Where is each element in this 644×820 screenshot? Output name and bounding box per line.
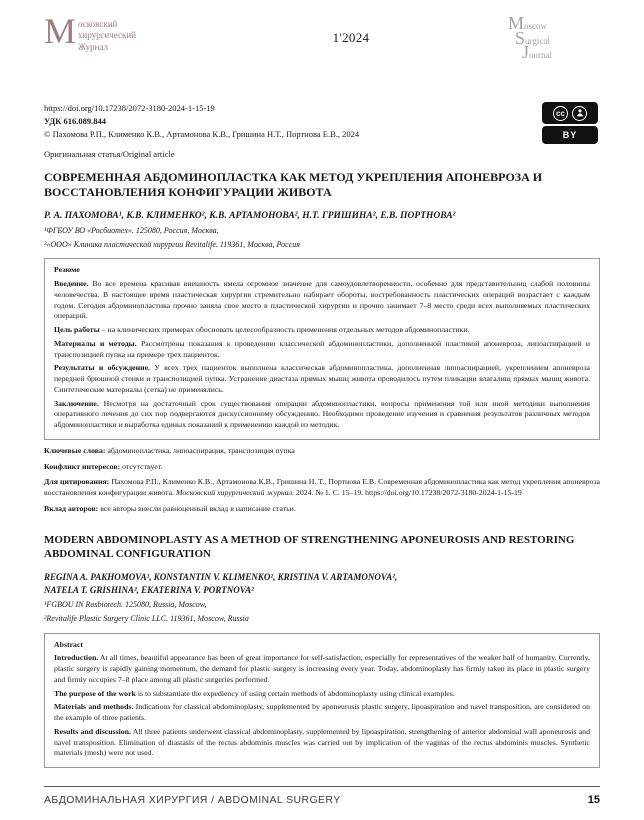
logo-line: Journal <box>522 42 553 63</box>
abstract-paragraph: Materials and methods. Indications for classical abdominoplasty, supplemented by aponeurosis plastic surgery, lipoaspiration and navel transposition, are considered on the example of three patients. <box>54 702 590 723</box>
citation-line: Для цитирования: Пахомова Р.П., Клименко К.В., Артамонова К.В., Гришина Н. Т., Портнова Е.В. Современная абдоминопластика как метод укрепления апоневроза восстановления конфигурации живота. Московский хирургический журнал. 2024. № 1. С. 15–19. https://doi.org/10.17238/2072-3180-2024-1-15-19 <box>44 477 600 498</box>
article-title-ru: СОВРЕМЕННАЯ АБДОМИНОПЛАСТКА КАК МЕТОД УКРЕПЛЕНИЯ АПОНЕВРОЗА И ВОССТАНОВЛЕНИЯ КОНФИГУРАЦИИ ЖИВОТА <box>44 169 543 200</box>
logo-initial: М <box>44 11 77 51</box>
doi-link[interactable]: https://doi.org/10.17238/2072-3180-2024-1-15-19 <box>44 103 215 113</box>
journal-logo-english <box>508 13 600 63</box>
copyright-line: © Пахомова Р.П., Клименко К.В., Артамонова К.В., Гришина Н.Т., Портнова Е.В., 2024 <box>44 129 360 140</box>
keywords-line: Ключевые слова: абдоминопластика, липоаспирация, транспозиция пупка <box>44 445 295 455</box>
logo-line: Moscow <box>508 13 548 33</box>
authors-en: REGINA A. PAKHOMOVA¹, KONSTANTIN V. KLIMENKO², KRISTINA V. ARTAMONOVA², NATELA T. GRISHINA², EKATERINA V. PORTNOVA² <box>44 572 398 596</box>
udk-code: УДК 616.089.844 <box>44 116 107 127</box>
issue-number: 1'2024 <box>332 30 370 45</box>
abstract-paragraph: Цель работы – на клинических примерах обосновать целесообразность применения отдельных методов абдоминопластики. <box>54 325 470 335</box>
by-license-badge[interactable] <box>542 126 598 144</box>
abstract-label-en: Abstract <box>54 639 84 649</box>
article-notes <box>44 446 600 520</box>
page-number: 15 <box>587 794 600 806</box>
cc-icon: cc <box>553 106 568 121</box>
abstract-box-ru <box>44 258 600 440</box>
cc-license-badge[interactable] <box>542 102 598 124</box>
affiliation-en-1: ¹FGBOU IN Rosbiotech. 125080, Russia, Moscow, <box>44 600 207 610</box>
abstract-paragraph: Результаты и обсуждение. У всех трех пациенток выполнена классическая абдоминопластика, дополненная липоаспирацией, укреплением апоневроза передней брюшной стенки и транспозицией пупка. Устранение диастаза прямых мышц живота проводилось путем пликации влагалищ прямых мышц живота. Синтетические материалы (сетка) не применялись. <box>54 363 591 394</box>
affiliation-ru-2: ²«ООО» Клиника пластической хирургии Revitalife. 119361, Москва, Россия <box>44 239 300 249</box>
affiliation-ru-1: ¹ФГБОУ ВО «Росбиотех». 125080, Россия, Москва, <box>44 226 219 236</box>
abstract-box-en <box>44 633 600 769</box>
abstract-paragraph: Материалы и методы. Рассмотрены показания к проведению классической абдоминопластики, дополненной пластикой апоневроза, липоаспирацией и транспозицией пупка на примере трех пациенток. <box>54 338 591 359</box>
abstract-paragraph: Введение. Во все времена красивая внешность имела огромное значение для самоудовлетворенности, особенно для представительниц слабой половины человечества. В настоящее время пластическая хирургия стремительно набирает обороты, востребованность пластических операций возрастает с каждым годом. Сегодня абдоминопластика прочно заняла свое место в пластической хирургии и прочно занимает 7–8 место среди всех выполняемых пластических операций. <box>54 279 590 321</box>
running-head: АБДОМИНАЛЬНАЯ ХИРУРГИЯ / ABDOMINAL SURGERY <box>44 794 341 806</box>
abstract-label-ru: Резюме <box>54 265 80 275</box>
license-badges <box>542 102 598 144</box>
journal-logo-russian <box>44 11 194 53</box>
conflict-line: Конфликт интересов: отсутствует. <box>44 461 163 471</box>
logo-line: хирургический <box>78 30 136 41</box>
authors-ru: Р. А. ПАХОМОВА¹, К.В. КЛИМЕНКО², К.В. АРТАМОНОВА², Н.Т. ГРИШИНА², Е.В. ПОРТНОВА² <box>44 210 456 221</box>
article-type: Оригинальная статья/Original article <box>44 148 175 159</box>
by-label: BY <box>562 130 578 140</box>
article-meta <box>44 102 600 161</box>
page-header <box>44 11 600 78</box>
affiliation-en-2: ²Revitalife Plastic Surgery Clinic LLC. 119361, Moscow, Russia <box>44 613 249 623</box>
abstract-paragraph: Introduction. At all times, beautiful appearance has been of great importance for self-satisfaction, especially for representatives of the weaker half of humanity. Currently, plastic surgery is rapidly gaining momentum, the demand for plastic surgery is increasing every year. Today, abdominoplasty has firmly taken its place in plastic surgery and firmly occupies 7–8 place among all plastic surgeries performed. <box>54 653 590 684</box>
logo-line: Журнал <box>78 41 109 52</box>
logo-line: Surgical <box>515 27 550 48</box>
abstract-paragraph: Results and discussion. All three patients underwent classical abdominoplasty, supplemented by lipoaspiration, strengthening of anterior abdominal wall aponeurosis and navel transposition. Elimination of diastasis of the rectus abdominis muscles was carried out by implication of the vaginas of the rectus abdominis muscles. Synthetic materials (mesh) were not used. <box>54 726 590 758</box>
abstract-paragraph: The purpose of the work is to substantiate the expediency of using certain methods of abdominoplasty using clinical examples. <box>54 688 455 698</box>
page-footer <box>44 786 600 806</box>
article-title-en: MODERN ABDOMINOPLASTY AS A METHOD OF STRENGTHENING APONEUROSIS AND RESTORING ABDOMINAL CONFIGURATION <box>44 533 575 561</box>
logo-line: осковский <box>78 19 118 29</box>
abstract-paragraph: Заключение. Несмотря на достаточный срок существования операции абдоминопластики, вопросы применения той или иной методики выполнения оперативного лечения до сих пор подвергаются дискуссионному обсуждению. Необходимо проведение изучения и сравнения результатов различных методов абдоминопластики и выработка единых показаний к применению каждой из методик. <box>54 398 591 430</box>
contribution-line: Вклад авторов: все авторы внесли равноценный вклад в написание статьи. <box>44 503 296 513</box>
person-icon <box>572 106 587 121</box>
